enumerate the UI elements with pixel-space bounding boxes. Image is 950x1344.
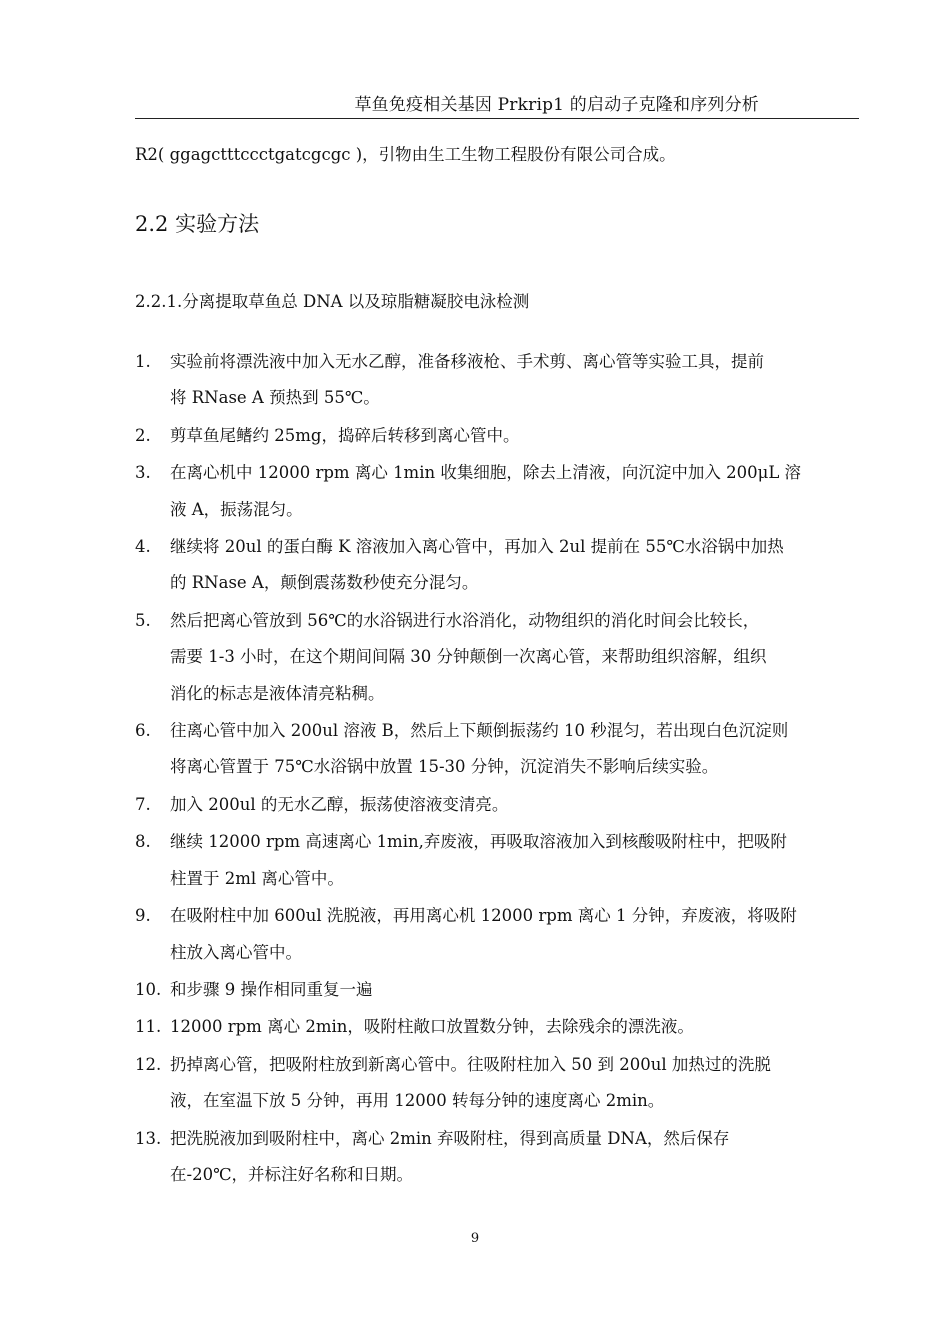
step-text [170, 603, 859, 712]
step-text-line: 在吸附柱中加 600ul 洗脱液，再用离心机 12000 rpm 离心 1 分钟，弃废液，将吸附 [170, 906, 797, 926]
step-text [170, 1047, 859, 1120]
step-number: 13. [135, 1128, 162, 1148]
step-text-line: 液 A，振荡混匀。 [170, 499, 303, 519]
page-number: 9 [470, 1231, 480, 1246]
step-number: 8. [135, 832, 151, 852]
step-list [135, 344, 859, 1194]
step-text-line: 扔掉离心管，把吸附柱放到新离心管中。往吸附柱加入 50 到 200ul 加热过的洗脱 [170, 1054, 771, 1074]
step-number: 2. [135, 425, 151, 445]
step-text [170, 344, 859, 417]
step-text-line: 在离心机中 12000 rpm 离心 1min 收集细胞，除去上清液，向沉淀中加入 200μL 溶 [170, 463, 802, 483]
step-text [170, 529, 859, 602]
step-number: 12. [135, 1054, 162, 1074]
step-number: 9. [135, 906, 151, 926]
step-text-line: 继续将 20ul 的蛋白酶 K 溶液加入离心管中，再加入 2ul 提前在 55℃水浴锅中加热 [170, 537, 784, 557]
list-item [135, 603, 859, 712]
list-item [135, 824, 859, 897]
step-text-line: 将 RNase A 预热到 55℃。 [170, 388, 380, 408]
page-header [135, 88, 859, 119]
step-text-line: 12000 rpm 离心 2min，吸附柱敞口放置数分钟，去除残余的漂洗液。 [170, 1017, 694, 1037]
list-item [135, 529, 859, 602]
step-text-line: 加入 200ul 的无水乙醇，振荡使溶液变清亮。 [170, 794, 509, 814]
step-text-line: 需要 1-3 小时，在这个期间间隔 30 分钟颠倒一次离心管，来帮助组织溶解，组织 [170, 647, 767, 667]
step-number: 5. [135, 610, 151, 630]
step-text [170, 713, 859, 786]
step-text-line: 剪草鱼尾鳍约 25mg，捣碎后转移到离心管中。 [170, 425, 520, 445]
step-text-line: 和步骤 9 操作相同重复一遍 [170, 979, 373, 999]
step-text-line: 的 RNase A，颠倒震荡数秒使充分混匀。 [170, 573, 479, 593]
subsection-title: 2.2.1.分离提取草鱼总 DNA 以及琼脂糖凝胶电泳检测 [135, 292, 530, 311]
step-text-line: 继续 12000 rpm 高速离心 1min,弃废液，再吸取溶液加入到核酸吸附柱中，把吸附 [170, 832, 787, 852]
list-item [135, 1009, 859, 1045]
step-text [170, 1009, 859, 1045]
step-number: 1. [135, 352, 151, 371]
step-text [170, 898, 859, 971]
list-item [135, 344, 859, 417]
step-text-line: 液，在室温下放 5 分钟，再用 12000 转每分钟的速度离心 2min。 [170, 1091, 665, 1111]
step-text-line: 柱放入离心管中。 [170, 942, 302, 962]
step-text-line: 实验前将漂洗液中加入无水乙醇，准备移液枪、手术剪、离心管等实验工具，提前 [170, 352, 764, 371]
step-text-line: 往离心管中加入 200ul 溶液 B，然后上下颠倒振荡约 10 秒混匀，若出现白色沉淀则 [170, 721, 789, 741]
list-item [135, 713, 859, 786]
step-text [170, 418, 859, 454]
step-text [170, 972, 859, 1008]
step-number: 10. [135, 979, 162, 999]
step-number: 6. [135, 721, 151, 741]
list-item [135, 787, 859, 823]
step-text [170, 787, 859, 823]
step-text-line: 然后把离心管放到 56℃的水浴锅进行水浴消化，动物组织的消化时间会比较长， [170, 610, 760, 630]
step-text [170, 824, 859, 897]
list-item [135, 898, 859, 971]
step-text-line: 消化的标志是液体清亮粘稠。 [170, 683, 385, 703]
step-number: 11. [135, 1017, 162, 1037]
step-text-line: 把洗脱液加到吸附柱中，离心 2min 弃吸附柱，得到高质量 DNA，然后保存 [170, 1128, 730, 1148]
step-number: 3. [135, 463, 151, 483]
list-item [135, 1121, 859, 1194]
step-number: 7. [135, 794, 151, 814]
step-text [170, 1121, 859, 1194]
list-item [135, 972, 859, 1008]
intro-line: R2( ggagctttccctgatcgcgc )，引物由生工生物工程股份有限公司合成。 [135, 145, 676, 164]
section-title: 2.2 实验方法 [135, 212, 260, 236]
list-item [135, 418, 859, 454]
list-item [135, 455, 859, 528]
header-title: 草鱼免疫相关基因 Prkrip1 的启动子克隆和序列分析 [354, 95, 759, 115]
step-number: 4. [135, 537, 151, 557]
step-text-line: 柱置于 2ml 离心管中。 [170, 868, 344, 888]
step-text-line: 在-20℃，并标注好名称和日期。 [170, 1164, 414, 1184]
step-text-line: 将离心管置于 75℃水浴锅中放置 15-30 分钟，沉淀消失不影响后续实验。 [170, 757, 719, 777]
list-item [135, 1047, 859, 1120]
step-text [170, 455, 859, 528]
